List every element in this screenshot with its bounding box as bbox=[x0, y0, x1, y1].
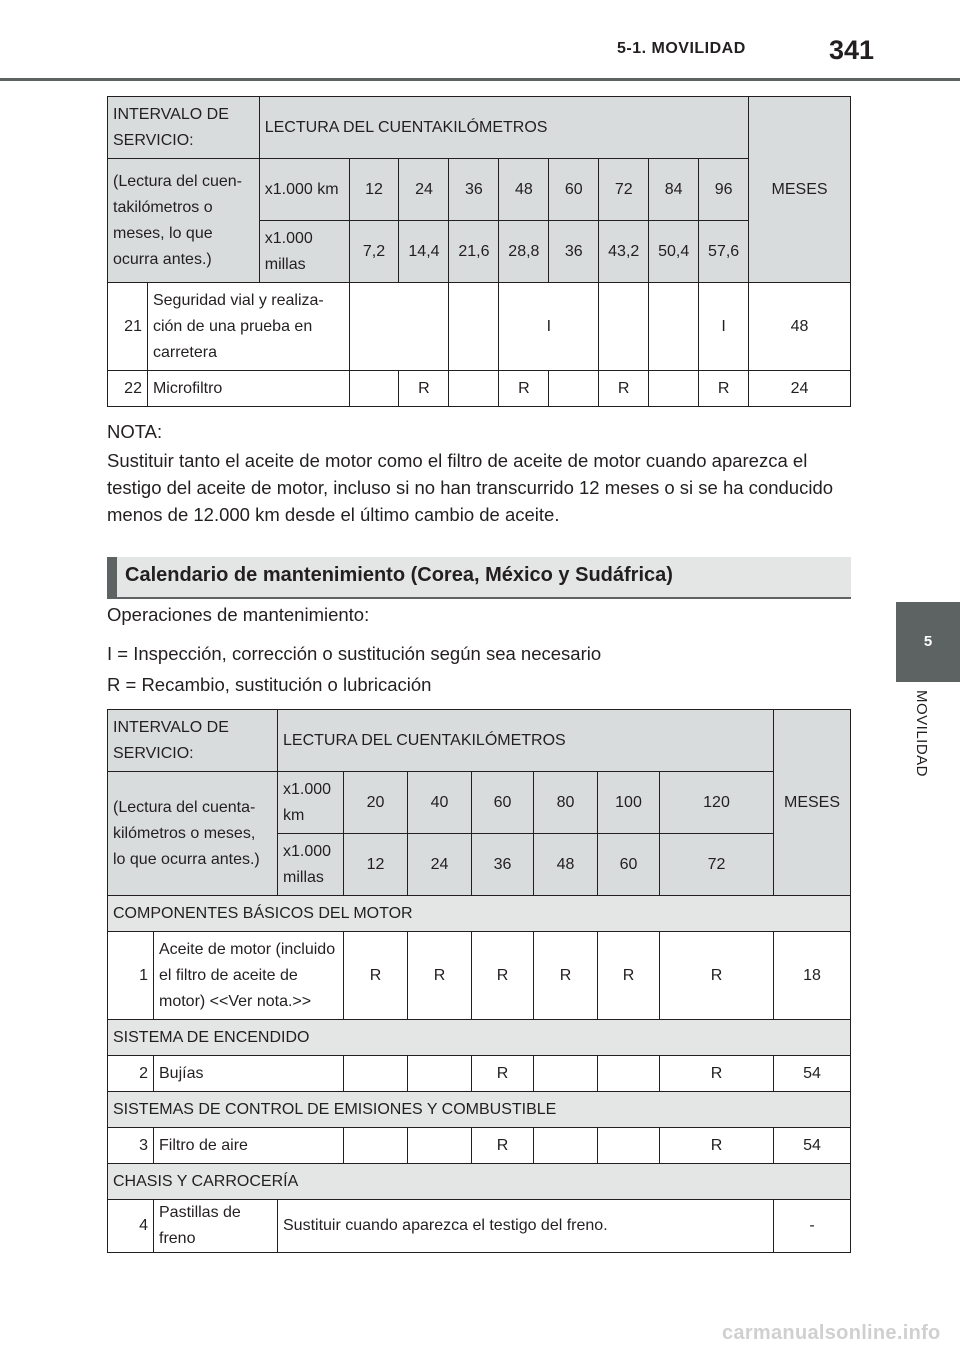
months-header: MESES bbox=[749, 97, 851, 283]
km-value: 48 bbox=[499, 159, 549, 221]
row-cell: R bbox=[472, 1056, 534, 1092]
km-value: 100 bbox=[598, 772, 660, 834]
row-cell: R bbox=[660, 1056, 774, 1092]
row-cell bbox=[344, 1128, 408, 1164]
operations-i-definition: I = Inspección, corrección o sustitución según sea necesario bbox=[107, 643, 602, 664]
miles-value: 12 bbox=[344, 834, 408, 896]
miles-value: 43,2 bbox=[599, 221, 649, 283]
row-cell bbox=[598, 1128, 660, 1164]
km-value: 72 bbox=[599, 159, 649, 221]
row-months: 54 bbox=[774, 1056, 851, 1092]
nota-label: NOTA: bbox=[107, 421, 163, 442]
miles-value: 60 bbox=[598, 834, 660, 896]
row-cell bbox=[598, 1056, 660, 1092]
km-value: 12 bbox=[349, 159, 399, 221]
table-row bbox=[108, 932, 851, 1020]
row-item: Pastillas de freno bbox=[154, 1200, 278, 1253]
row-months: - bbox=[774, 1200, 851, 1253]
miles-value: 24 bbox=[408, 834, 472, 896]
row-number: 3 bbox=[108, 1128, 154, 1164]
miles-value: 36 bbox=[549, 221, 599, 283]
group-header-engine: COMPONENTES BÁSICOS DEL MOTOR bbox=[108, 896, 851, 932]
row-instruction: Sustituir cuando aparezca el testigo del freno. bbox=[278, 1200, 774, 1253]
km-value: 84 bbox=[649, 159, 699, 221]
row-cell bbox=[344, 1056, 408, 1092]
interval-note: (Lectura del cuen-takilómetros o meses, lo que ocurra antes.) bbox=[108, 159, 260, 283]
maintenance-table-2 bbox=[107, 709, 851, 1253]
odometer-header: LECTURA DEL CUENTAKILÓMETROS bbox=[278, 710, 774, 772]
row-cell bbox=[649, 371, 699, 407]
km-value: 80 bbox=[534, 772, 598, 834]
miles-value: 48 bbox=[534, 834, 598, 896]
chapter-label: MOVILIDAD bbox=[913, 690, 930, 778]
row-item: Seguridad vial y realiza-ción de una prueba en carretera bbox=[147, 283, 349, 371]
row-cell: R bbox=[472, 932, 534, 1020]
row-cell: I bbox=[499, 283, 599, 371]
miles-value: 7,2 bbox=[349, 221, 399, 283]
table-row bbox=[108, 283, 851, 371]
row-number: 1 bbox=[108, 932, 154, 1020]
miles-value: 36 bbox=[472, 834, 534, 896]
row-item: Microfiltro bbox=[147, 371, 349, 407]
row-cell bbox=[549, 371, 599, 407]
km-value: 96 bbox=[699, 159, 749, 221]
km-unit: x1.000 km bbox=[259, 159, 349, 221]
row-item: Filtro de aire bbox=[154, 1128, 344, 1164]
row-months: 48 bbox=[749, 283, 851, 371]
km-value: 60 bbox=[472, 772, 534, 834]
nota-text: Sustituir tanto el aceite de motor como el filtro de aceite de motor cuando aparezca el testigo del aceite de motor, incluso si no han transcurrido 12 meses o si se ha conducido menos de 12.000 km desde el último cambio de aceite. bbox=[107, 450, 834, 525]
row-cell bbox=[349, 283, 449, 371]
section-heading bbox=[107, 557, 851, 599]
header-rule bbox=[0, 78, 960, 81]
row-number: 21 bbox=[108, 283, 148, 371]
interval-label: INTERVALO DE SERVICIO: bbox=[108, 710, 278, 772]
miles-value: 50,4 bbox=[649, 221, 699, 283]
row-number: 22 bbox=[108, 371, 148, 407]
row-cell: I bbox=[699, 283, 749, 371]
row-cell: R bbox=[534, 932, 598, 1020]
km-value: 36 bbox=[449, 159, 499, 221]
miles-value: 21,6 bbox=[449, 221, 499, 283]
miles-value: 14,4 bbox=[399, 221, 449, 283]
operations-r-definition: R = Recambio, sustitución o lubricación bbox=[107, 674, 432, 695]
row-cell bbox=[649, 283, 699, 371]
row-cell: R bbox=[499, 371, 549, 407]
table-row bbox=[108, 371, 851, 407]
row-cell: R bbox=[598, 932, 660, 1020]
section-title: 5-1. MOVILIDAD bbox=[617, 40, 746, 57]
table-row bbox=[108, 1128, 851, 1164]
row-months: 24 bbox=[749, 371, 851, 407]
row-cell: R bbox=[344, 932, 408, 1020]
page-number: 341 bbox=[829, 35, 875, 65]
heading-accent bbox=[107, 557, 117, 597]
group-header-ignition: SISTEMA DE ENCENDIDO bbox=[108, 1020, 851, 1056]
km-value: 20 bbox=[344, 772, 408, 834]
row-months: 54 bbox=[774, 1128, 851, 1164]
interval-label: INTERVALO DE SERVICIO: bbox=[108, 97, 260, 159]
row-item: Aceite de motor (incluido el filtro de aceite de motor) <<Ver nota.>> bbox=[154, 932, 344, 1020]
miles-value: 72 bbox=[660, 834, 774, 896]
table-row bbox=[108, 1056, 851, 1092]
km-value: 40 bbox=[408, 772, 472, 834]
row-cell: R bbox=[472, 1128, 534, 1164]
odometer-header: LECTURA DEL CUENTAKILÓMETROS bbox=[259, 97, 748, 159]
interval-note: (Lectura del cuenta-kilómetros o meses, lo que ocurra antes.) bbox=[108, 772, 278, 896]
row-cell: R bbox=[660, 932, 774, 1020]
miles-value: 57,6 bbox=[699, 221, 749, 283]
operations-title: Operaciones de mantenimiento: bbox=[107, 604, 370, 625]
row-cell bbox=[408, 1056, 472, 1092]
footer-watermark: carmanualsonline.info bbox=[722, 1322, 941, 1344]
row-cell bbox=[349, 371, 399, 407]
row-cell: R bbox=[408, 932, 472, 1020]
row-cell bbox=[599, 283, 649, 371]
months-header: MESES bbox=[774, 710, 851, 896]
miles-value: 28,8 bbox=[499, 221, 549, 283]
miles-unit: x1.000 millas bbox=[259, 221, 349, 283]
row-number: 4 bbox=[108, 1200, 154, 1253]
row-cell: R bbox=[399, 371, 449, 407]
section-heading-text: Calendario de mantenimiento (Corea, México y Sudáfrica) bbox=[125, 564, 673, 586]
row-cell bbox=[408, 1128, 472, 1164]
row-cell: R bbox=[660, 1128, 774, 1164]
km-value: 60 bbox=[549, 159, 599, 221]
table-row bbox=[108, 1200, 851, 1253]
maintenance-table-1 bbox=[107, 96, 851, 407]
miles-unit: x1.000 millas bbox=[278, 834, 344, 896]
row-months: 18 bbox=[774, 932, 851, 1020]
row-cell bbox=[449, 371, 499, 407]
row-cell bbox=[534, 1056, 598, 1092]
km-value: 24 bbox=[399, 159, 449, 221]
row-number: 2 bbox=[108, 1056, 154, 1092]
row-cell: R bbox=[699, 371, 749, 407]
group-header-chassis: CHASIS Y CARROCERÍA bbox=[108, 1164, 851, 1200]
row-item: Bujías bbox=[154, 1056, 344, 1092]
km-value: 120 bbox=[660, 772, 774, 834]
km-unit: x1.000 km bbox=[278, 772, 344, 834]
group-header-emissions: SISTEMAS DE CONTROL DE EMISIONES Y COMBUSTIBLE bbox=[108, 1092, 851, 1128]
row-cell bbox=[534, 1128, 598, 1164]
row-cell: R bbox=[599, 371, 649, 407]
chapter-tab[interactable]: 5 bbox=[896, 602, 960, 682]
row-cell bbox=[449, 283, 499, 371]
